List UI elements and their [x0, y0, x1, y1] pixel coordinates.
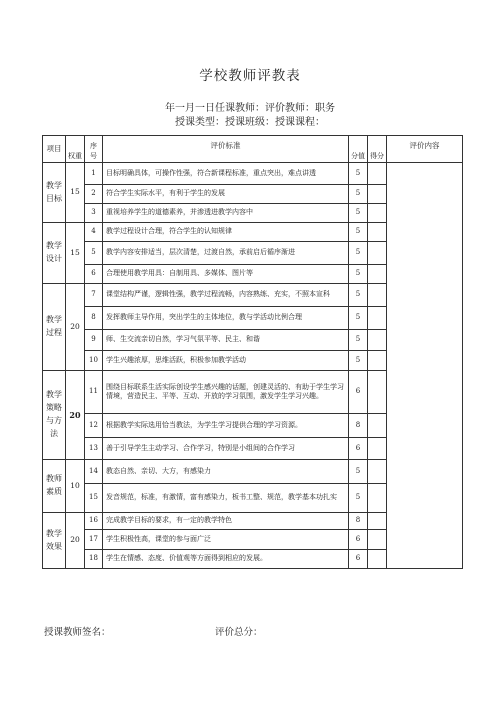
standard-cell: 学生兴趣浓厚，思维活跃，积极参加教学活动	[103, 351, 349, 371]
table-row	[43, 163, 463, 185]
weight-cell: 20	[66, 513, 85, 569]
weight-cell: 15	[66, 163, 85, 223]
points-cell: 6	[349, 438, 368, 460]
header-item: 项目	[43, 136, 66, 163]
seq-cell: 16	[85, 513, 103, 530]
category-cell: 教学效果	[43, 513, 66, 569]
header-info-line-1: 年一月一日任课教师：评价教师：职务	[165, 103, 335, 114]
score-input-cell[interactable]	[368, 530, 387, 550]
total-score-label: 评价总分：	[215, 627, 263, 638]
weight-cell: 15	[66, 223, 85, 284]
points-cell: 5	[349, 351, 368, 371]
standard-cell: 重视培养学生的道德素养，并渗透进教学内容中	[103, 204, 349, 223]
weight-cell: 10	[66, 460, 85, 513]
points-cell: 6	[349, 550, 368, 569]
header-points: 分值	[349, 136, 368, 163]
points-cell: 5	[349, 242, 368, 265]
score-input-cell[interactable]	[368, 513, 387, 530]
score-input-cell[interactable]	[368, 242, 387, 265]
points-cell: 6	[349, 371, 368, 414]
score-input-cell[interactable]	[368, 223, 387, 242]
header-content: 评价内容	[387, 136, 463, 163]
seq-cell: 11	[85, 371, 103, 414]
score-input-cell[interactable]	[368, 460, 387, 484]
header-weight: 权重	[66, 136, 85, 163]
table-header-row	[43, 136, 463, 163]
points-cell: 5	[349, 484, 368, 513]
points-cell: 8	[349, 513, 368, 530]
score-input-cell[interactable]	[368, 351, 387, 371]
score-input-cell[interactable]	[368, 371, 387, 414]
points-cell: 5	[349, 185, 368, 204]
standard-cell: 课堂结构严谨，逻辑性强，教学过程流畅，内容熟练、充实，不照本宣科	[103, 284, 349, 307]
evaluation-table	[42, 135, 463, 569]
points-cell: 5	[349, 284, 368, 307]
standard-cell: 围绕目标联系生活实际创设学生感兴趣的话题，创建灵活的、有助于学生学习情境，营造民主、平等、互动、开放的学习氛围，激发学生学习兴趣。	[103, 371, 349, 414]
standard-cell: 符合学生实际水平，有利于学生的发展	[103, 185, 349, 204]
seq-cell: 10	[85, 351, 103, 371]
category-cell: 教学过程	[43, 284, 66, 371]
score-input-cell[interactable]	[368, 438, 387, 460]
category-cell: 教学策略与方法	[43, 371, 66, 460]
evaluation-content-cell[interactable]	[387, 163, 463, 569]
seq-cell: 15	[85, 484, 103, 513]
score-input-cell[interactable]	[368, 484, 387, 513]
standard-cell: 目标明确具体，可操作性强，符合新课程标准，重点突出，难点讲透	[103, 163, 349, 185]
seq-cell: 3	[85, 204, 103, 223]
standard-cell: 善于引导学生主动学习、合作学习，特别是小组间的合作学习	[103, 438, 349, 460]
seq-cell: 7	[85, 284, 103, 307]
header-info-line-2: 授课类型：授课班级：授课课程：	[175, 117, 325, 128]
seq-cell: 17	[85, 530, 103, 550]
weight-cell: 20	[66, 284, 85, 371]
seq-cell: 8	[85, 307, 103, 330]
standard-cell: 教态自然、亲切、大方，有感染力	[103, 460, 349, 484]
standard-cell: 教学内容安排适当，层次清楚，过渡自然，承前启后循序渐进	[103, 242, 349, 265]
header-standard: 评价标准	[103, 136, 349, 163]
points-cell: 5	[349, 204, 368, 223]
category-cell: 教学设计	[43, 223, 66, 284]
standard-cell: 师、生交流亲切自然，学习气氛平等、民主、和谐	[103, 330, 349, 351]
standard-cell: 教学过程设计合理，符合学生的认知规律	[103, 223, 349, 242]
score-input-cell[interactable]	[368, 307, 387, 330]
standard-cell: 根据教学实际选用恰当教法，为学生学习提供合理的学习资源。	[103, 414, 349, 438]
header-score: 得分	[368, 136, 387, 163]
standard-cell: 发音规范，标准，有激情，富有感染力，板书工整、规范，教学基本功扎实	[103, 484, 349, 513]
standard-cell: 发挥教师主导作用，突出学生的主体地位，教与学活动比例合理	[103, 307, 349, 330]
seq-cell: 14	[85, 460, 103, 484]
seq-cell: 4	[85, 223, 103, 242]
score-input-cell[interactable]	[368, 330, 387, 351]
table-body	[43, 163, 463, 569]
points-cell: 8	[349, 414, 368, 438]
points-cell: 5	[349, 265, 368, 284]
score-input-cell[interactable]	[368, 550, 387, 569]
seq-cell: 2	[85, 185, 103, 204]
seq-cell: 5	[85, 242, 103, 265]
category-cell: 教师素质	[43, 460, 66, 513]
score-input-cell[interactable]	[368, 265, 387, 284]
points-cell: 5	[349, 307, 368, 330]
seq-cell: 6	[85, 265, 103, 284]
score-input-cell[interactable]	[368, 163, 387, 185]
seq-cell: 9	[85, 330, 103, 351]
seq-cell: 13	[85, 438, 103, 460]
score-input-cell[interactable]	[368, 185, 387, 204]
points-cell: 5	[349, 223, 368, 242]
score-input-cell[interactable]	[368, 284, 387, 307]
seq-cell: 18	[85, 550, 103, 569]
points-cell: 5	[349, 460, 368, 484]
score-input-cell[interactable]	[368, 204, 387, 223]
seq-cell: 1	[85, 163, 103, 185]
points-cell: 6	[349, 530, 368, 550]
score-input-cell[interactable]	[368, 414, 387, 438]
standard-cell: 学生积极性高，课堂的参与面广泛	[103, 530, 349, 550]
seq-cell: 12	[85, 414, 103, 438]
weight-cell: 20	[66, 371, 85, 460]
standard-cell: 合理使用教学用具：自制用具、多媒体、图片等	[103, 265, 349, 284]
points-cell: 5	[349, 330, 368, 351]
standard-cell: 完成教学目标的要求，有一定的教学特色	[103, 513, 349, 530]
teacher-signature-label: 授课教师签名：	[44, 627, 111, 638]
category-cell: 教学目标	[43, 163, 66, 223]
standard-cell: 学生在情感、态度、价值观等方面得到相应的发展。	[103, 550, 349, 569]
page-title: 学校教师评教表	[199, 68, 301, 84]
header-seq: 序号	[85, 136, 103, 163]
points-cell: 5	[349, 163, 368, 185]
